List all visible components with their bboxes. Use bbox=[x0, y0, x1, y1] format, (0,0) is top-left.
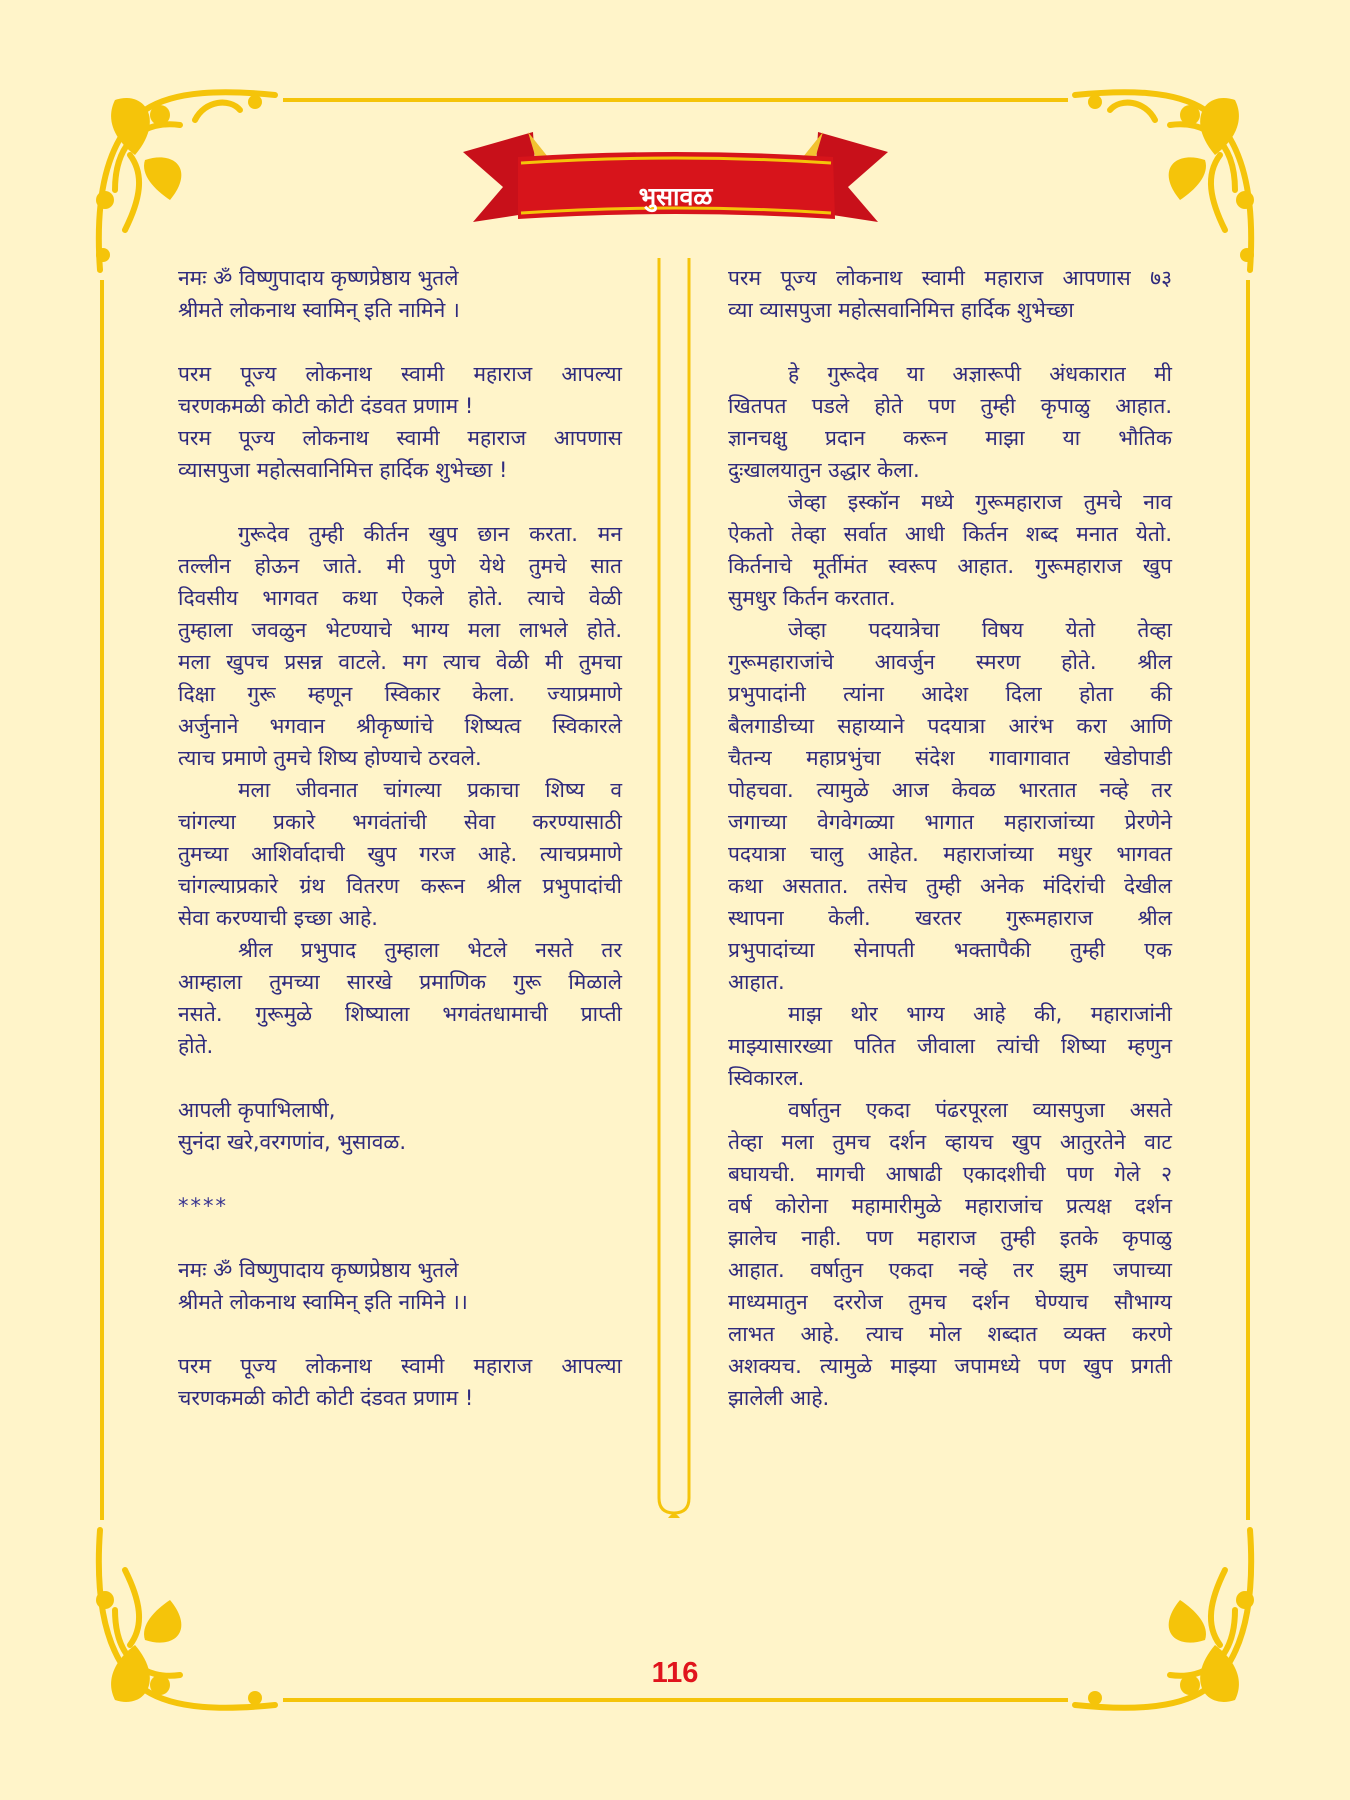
text-line: चांगल्या प्रकारे भगवंतांची सेवा करण्यासाठी bbox=[178, 810, 622, 834]
text-line: जेव्हा पदयात्रेचा विषय येतो तेव्हा bbox=[788, 618, 1172, 642]
text-line: झालेच नाही. पण महाराज तुम्ही इतके कृपाळु bbox=[728, 1226, 1172, 1250]
text-line: सुमधुर किर्तन करतात. bbox=[728, 586, 896, 610]
text-line: कथा असतात. तसेच तुम्ही अनेक मंदिरांची देखील bbox=[728, 874, 1172, 898]
blank-line bbox=[178, 486, 622, 518]
text-line: चरणकमळी कोटी कोटी दंडवत प्रणाम ! bbox=[178, 394, 474, 418]
text-line: चांगल्याप्रकारे ग्रंथ वितरण करून श्रील प्रभुपादांची bbox=[178, 874, 622, 898]
text-line: तुमच्या आशिर्वादाची खुप गरज आहे. त्याचप्रमाणे bbox=[178, 842, 622, 866]
text-line: अर्जुनाने भगवान श्रीकृष्णांचे शिष्यत्व स्विकारले bbox=[178, 714, 622, 738]
text-line: चैतन्य महाप्रभुंचा संदेश गावागावात खेडोपाडी bbox=[728, 746, 1172, 770]
corner-ornament-icon bbox=[1065, 80, 1265, 280]
text-line: गुरूमहाराजांचे आवर्जुन स्मरण होते. श्रील bbox=[728, 650, 1172, 674]
frame-top-line bbox=[283, 98, 1068, 102]
text-line: आहात. bbox=[728, 970, 785, 994]
text-line: सुनंदा खरे,वरगणांव, भुसावळ. bbox=[178, 1130, 407, 1154]
text-line: ऐकतो तेव्हा सर्वात आधी किर्तन शब्द मनात येतो. bbox=[728, 522, 1172, 546]
text-line: हे गुरूदेव या अज्ञारूपी अंधकारात मी bbox=[788, 362, 1172, 386]
text-line: वर्षातुन एकदा पंढरपूरला व्यासपुजा असते bbox=[788, 1098, 1172, 1122]
text-line: आम्हाला तुमच्या सारखे प्रमाणिक गुरू मिळाले bbox=[178, 970, 622, 994]
title-banner bbox=[463, 127, 888, 227]
text-line: व्या व्यासपुजा महोत्सवानिमित्त हार्दिक शुभेच्छा bbox=[728, 298, 1074, 322]
corner-ornament-icon bbox=[85, 1520, 285, 1720]
text-line: स्थापना केली. खरतर गुरूमहाराज श्रील bbox=[728, 906, 1172, 930]
text-line: श्रील प्रभुपाद तुम्हाला भेटले नसते तर bbox=[238, 938, 622, 962]
blank-line bbox=[178, 326, 622, 358]
text-line: परम पूज्य लोकनाथ स्वामी महाराज आपणास ७३ bbox=[728, 266, 1172, 290]
text-line: श्रीमते लोकनाथ स्वामिन् इति नामिने । bbox=[178, 298, 460, 322]
text-line: दिवसीय भागवत कथा ऐकले होते. त्याचे वेळी bbox=[178, 586, 622, 610]
right-column bbox=[728, 262, 1172, 1414]
text-line: लाभत आहे. त्याच मोल शब्दात व्यक्त करणे bbox=[728, 1322, 1172, 1346]
frame-right-line bbox=[1246, 280, 1250, 1520]
text-line: परम पूज्य लोकनाथ स्वामी महाराज आपल्या bbox=[178, 362, 622, 386]
text-line: परम पूज्य लोकनाथ स्वामी महाराज आपल्या bbox=[178, 1354, 622, 1378]
text-line: तेव्हा मला तुमच दर्शन व्हायच खुप आतुरतेने वाट bbox=[728, 1130, 1172, 1154]
text-line: नमः ॐ विष्णुपादाय कृष्णप्रेष्ठाय भुतले bbox=[178, 1258, 459, 1282]
text-line: मला जीवनात चांगल्या प्रकाचा शिष्य व bbox=[238, 778, 622, 802]
text-line: स्विकारल. bbox=[728, 1066, 805, 1090]
text-line: परम पूज्य लोकनाथ स्वामी महाराज आपणास bbox=[178, 426, 622, 450]
page-number: 116 bbox=[651, 1657, 699, 1689]
text-line: बघायची. मागची आषाढी एकादशीची पण गेले २ bbox=[728, 1162, 1172, 1186]
text-line: अशक्यच. त्यामुळे माझ्या जपामध्ये पण खुप प्रगती bbox=[728, 1354, 1172, 1378]
text-line: व्यासपुजा महोत्सवानिमित्त हार्दिक शुभेच्छा ! bbox=[178, 458, 508, 482]
text-line: माझ थोर भाग्य आहे की, महाराजांनी bbox=[788, 1002, 1172, 1026]
text-line: प्रभुपादांनी त्यांना आदेश दिला होता की bbox=[728, 682, 1172, 706]
text-line: जगाच्या वेगवेगळ्या भागात महाराजांच्या प्रेरणेने bbox=[728, 810, 1172, 834]
text-line: वर्ष कोरोना महामारीमुळे महाराजांच प्रत्यक्ष दर्शन bbox=[728, 1194, 1172, 1218]
text-line: दिक्षा गुरू म्हणून स्विकार केला. ज्याप्रमाणे bbox=[178, 682, 622, 706]
text-line: पदयात्रा चालु आहेत. महाराजांच्या मधुर भागवत bbox=[728, 842, 1172, 866]
text-line: नमः ॐ विष्णुपादाय कृष्णप्रेष्ठाय भुतले bbox=[178, 266, 459, 290]
blank-line bbox=[178, 1222, 622, 1254]
text-line: सेवा करण्याची इच्छा आहे. bbox=[178, 906, 378, 930]
text-line: दुःखालयातुन उद्धार केला. bbox=[728, 458, 920, 482]
frame-left-line bbox=[100, 280, 104, 1520]
blank-line bbox=[178, 1062, 622, 1094]
blank-line bbox=[178, 1318, 622, 1350]
text-line: त्याच प्रमाणे तुमचे शिष्य होण्याचे ठरवले. bbox=[178, 746, 482, 770]
blank-line bbox=[178, 1158, 622, 1190]
text-line: तुम्हाला जवळुन भेटण्याचे भाग्य मला लाभले होते. bbox=[178, 618, 622, 642]
text-line: झालेली आहे. bbox=[728, 1386, 830, 1410]
section-separator: **** bbox=[178, 1194, 228, 1218]
banner-title: भुसावळ bbox=[638, 182, 713, 211]
text-line: नसते. गुरूमुळे शिष्याला भगवंतधामाची प्राप्ती bbox=[178, 1002, 622, 1026]
text-line: तल्लीन होऊन जाते. मी पुणे येथे तुमचे सात bbox=[178, 554, 622, 578]
text-line: जेव्हा इस्कॉन मध्ये गुरूमहाराज तुमचे नाव bbox=[788, 490, 1172, 514]
text-line: श्रीमते लोकनाथ स्वामिन् इति नामिने ।। bbox=[178, 1290, 468, 1314]
text-line: माध्यमातुन दररोज तुमच दर्शन घेण्याच सौभाग्य bbox=[728, 1290, 1172, 1314]
text-line: आपली कृपाभिलाषी, bbox=[178, 1098, 336, 1122]
text-line: मला खुपच प्रसन्न वाटले. मग त्याच वेळी मी तुमचा bbox=[178, 650, 622, 674]
column-divider bbox=[655, 258, 693, 1518]
blank-line bbox=[728, 326, 1172, 358]
text-line: खितपत पडले होते पण तुम्ही कृपाळु आहात. bbox=[728, 394, 1172, 418]
text-line: चरणकमळी कोटी कोटी दंडवत प्रणाम ! bbox=[178, 1386, 474, 1410]
text-line: गुरूदेव तुम्ही कीर्तन खुप छान करता. मन bbox=[238, 522, 622, 546]
corner-ornament-icon bbox=[85, 80, 285, 280]
frame-bottom-line bbox=[283, 1698, 1068, 1702]
corner-ornament-icon bbox=[1065, 1520, 1265, 1720]
text-line: पोहचवा. त्यामुळे आज केवळ भारतात नव्हे तर bbox=[728, 778, 1172, 802]
text-line: बैलगाडीच्या सहाय्याने पदयात्रा आरंभ करा आणि bbox=[728, 714, 1172, 738]
text-line: आहात. वर्षातुन एकदा नव्हे तर झुम जपाच्या bbox=[728, 1258, 1172, 1282]
text-line: ज्ञानचक्षु प्रदान करून माझा या भौतिक bbox=[728, 426, 1172, 450]
left-column bbox=[178, 262, 622, 1414]
text-line: माझ्यासारख्या पतित जीवाला त्यांची शिष्या म्हणुन bbox=[728, 1034, 1172, 1058]
text-line: किर्तनाचे मूर्तीमंत स्वरूप आहात. गुरूमहाराज खुप bbox=[728, 554, 1172, 578]
text-line: प्रभुपादांच्या सेनापती भक्तापैकी तुम्ही एक bbox=[728, 938, 1172, 962]
text-line: होते. bbox=[178, 1034, 214, 1058]
